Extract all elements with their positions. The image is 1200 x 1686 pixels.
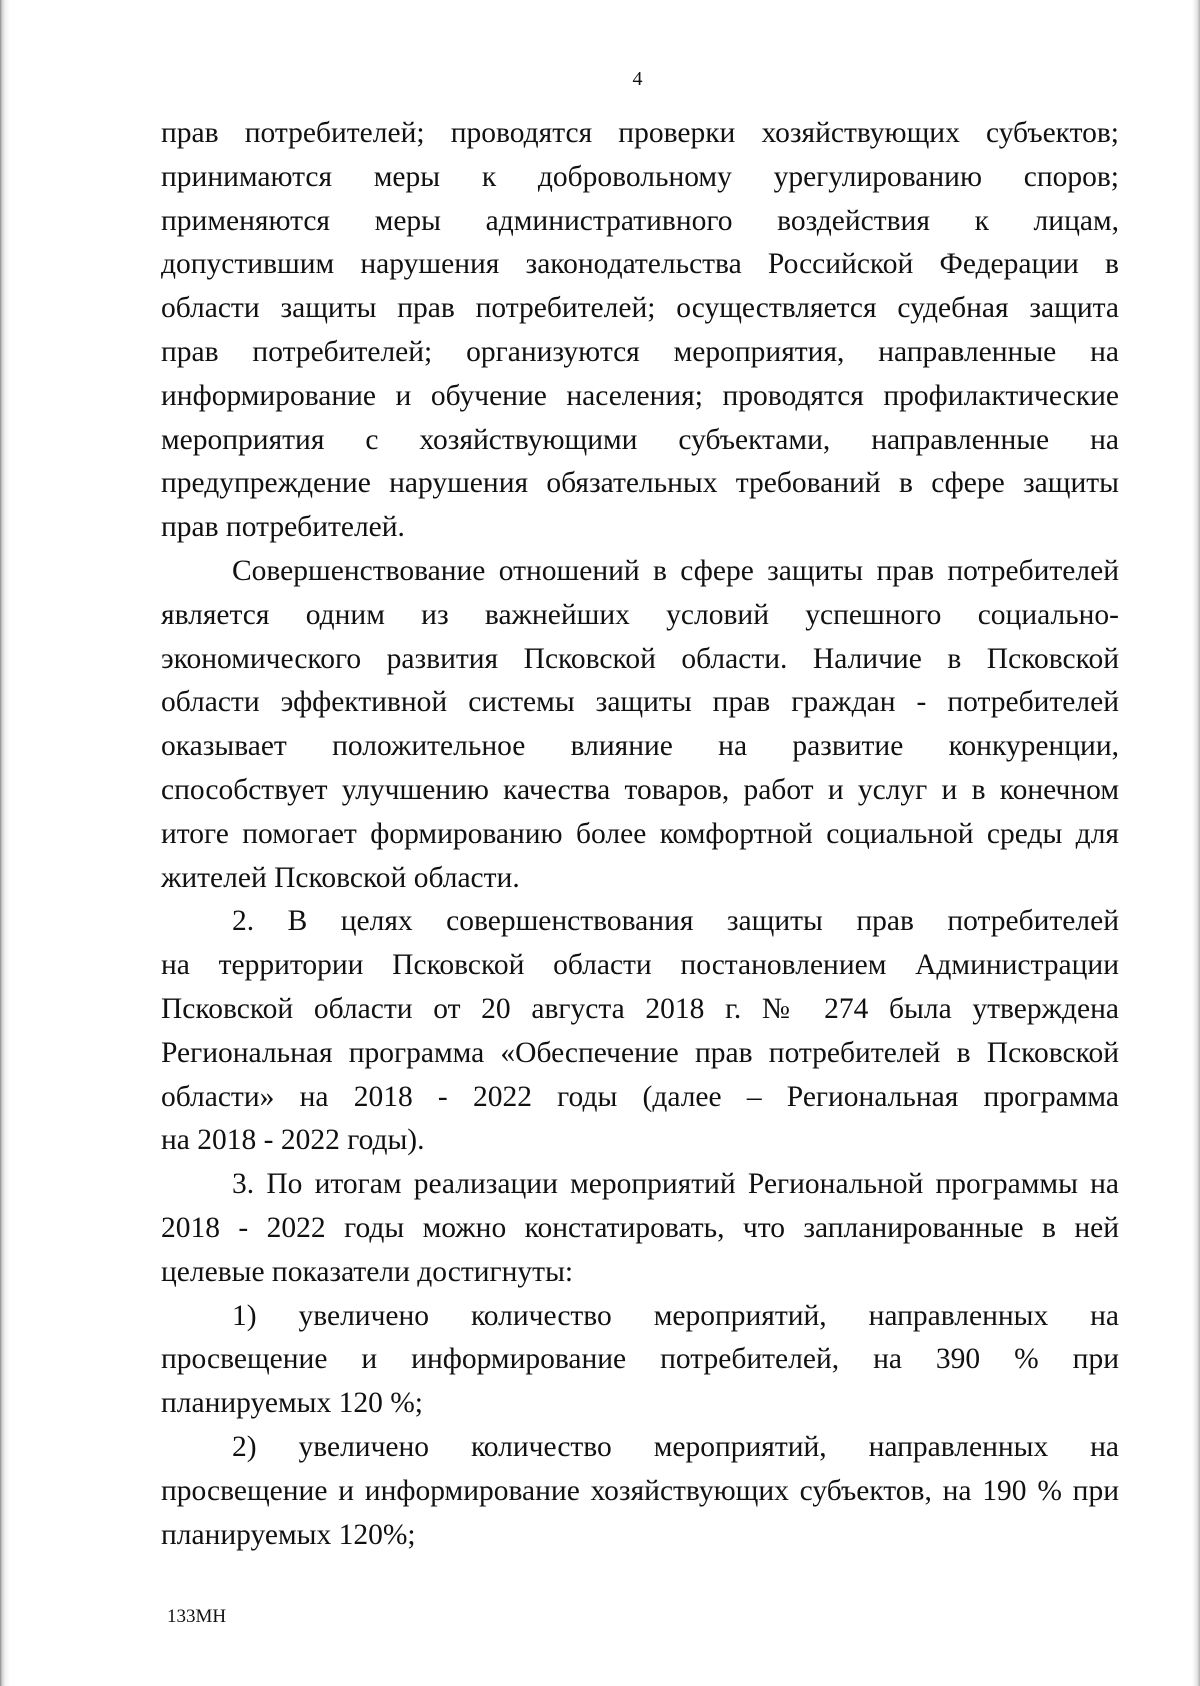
text-line: 1) увеличено количество мероприятий, направленных на (232, 1299, 1119, 1332)
text-line: 3. По итогам реализации мероприятий Региональной программы на (232, 1168, 1119, 1201)
text-line: 2. В целях совершенствования защиты прав потребителей (232, 905, 1119, 938)
document-code: 133МН (167, 1606, 227, 1627)
text-line: планируемых 120 %; (161, 1387, 423, 1420)
text-line: Совершенствование отношений в сфере защиты прав потребителей (232, 554, 1119, 587)
list-item-2 (161, 1426, 1119, 1557)
text-line: на территории Псковской области постановлением Администрации (161, 949, 1119, 982)
text-line: итоге помогает формированию более комфортной социальной среды для (161, 817, 1119, 850)
text-line: предупреждение нарушения обязательных требований в сфере защиты (161, 467, 1119, 500)
document-body (161, 112, 1119, 1557)
text-line: просвещение и информирование потребителей, на 390 % при (161, 1343, 1119, 1376)
text-line: Псковской области от 20 августа 2018 г. № 274 была утверждена (161, 992, 1119, 1025)
text-line: прав потребителей; организуются мероприятия, направленные на (161, 335, 1119, 368)
text-line: принимаются меры к добровольному урегулированию споров; (161, 160, 1119, 193)
text-line: целевые показатели достигнуты: (161, 1255, 574, 1288)
paragraph-1 (161, 112, 1119, 550)
text-line: планируемых 120%; (161, 1518, 416, 1551)
text-line: экономического развития Псковской области. Наличие в Псковской (161, 642, 1119, 675)
text-line: области защиты прав потребителей; осуществляется судебная защита (161, 292, 1119, 325)
scan-edge-right (1192, 0, 1200, 1686)
text-line: информирование и обучение населения; проводятся профилактические (161, 379, 1119, 412)
text-line: области» на 2018 - 2022 годы (далее – Региональная программа (161, 1080, 1119, 1113)
paragraph-4 (161, 1163, 1119, 1294)
text-line: жителей Псковской области. (161, 861, 520, 894)
text-line: Региональная программа «Обеспечение прав потребителей в Псковской (161, 1036, 1119, 1069)
text-line: оказывает положительное влияние на развитие конкуренции, (161, 730, 1119, 763)
list-item-1 (161, 1295, 1119, 1426)
text-line: прав потребителей. (161, 511, 405, 544)
text-line: является одним из важнейших условий успешного социально- (161, 598, 1119, 631)
paragraph-2 (161, 550, 1119, 900)
text-line: допустившим нарушения законодательства Российской Федерации в (161, 248, 1119, 281)
scan-edge-left (0, 0, 10, 1686)
text-line: 2) увеличено количество мероприятий, направленных на (232, 1430, 1119, 1463)
text-line: на 2018 - 2022 годы). (161, 1124, 425, 1157)
paragraph-3 (161, 900, 1119, 1163)
text-line: прав потребителей; проводятся проверки хозяйствующих субъектов; (161, 117, 1119, 149)
text-line: способствует улучшению качества товаров, работ и услуг и в конечном (161, 773, 1119, 806)
page-number: 4 (632, 68, 643, 90)
text-line: 2018 - 2022 годы можно констатировать, что запланированные в ней (161, 1211, 1119, 1244)
text-line: применяются меры административного воздействия к лицам, (161, 204, 1119, 237)
text-line: области эффективной системы защиты прав граждан - потребителей (161, 686, 1119, 719)
text-line: просвещение и информирование хозяйствующих субъектов, на 190 % при (161, 1474, 1119, 1507)
text-line: мероприятия с хозяйствующими субъектами, направленные на (161, 423, 1119, 456)
